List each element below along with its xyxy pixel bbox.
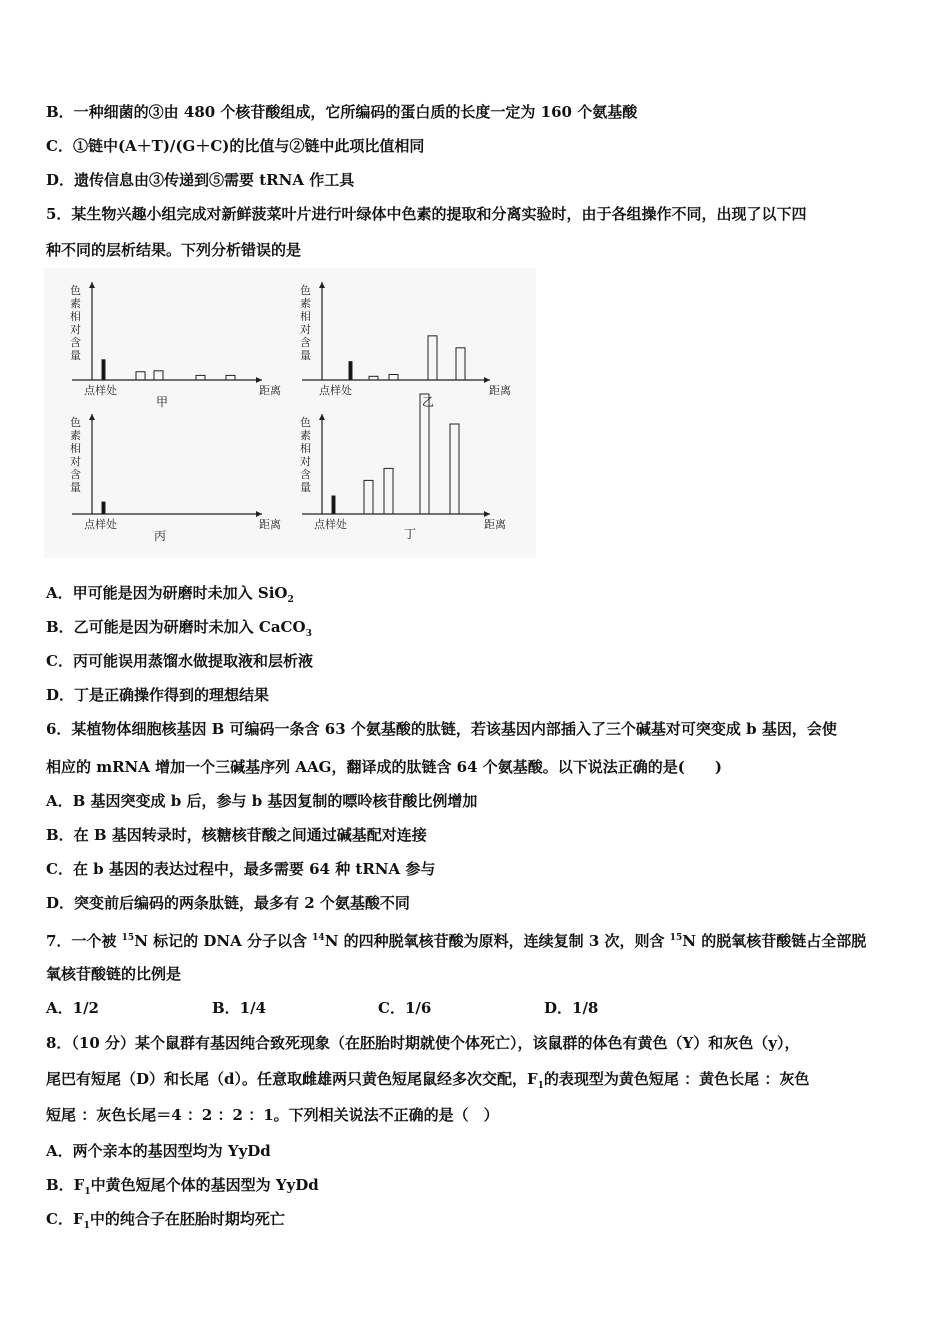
q7-option-c: C．1/6 (378, 999, 432, 1017)
x-label-end: 距离 (259, 518, 281, 531)
y-label-char: 相 (70, 442, 81, 455)
x-label-start: 点样处 (84, 518, 117, 531)
y-label-char: 相 (70, 310, 81, 323)
q6-stem-line-2: 相应的 mRNA 增加一个三碱基序列 AAG，翻译成的肽链含 64 个氨基酸。以下说法正确的是( ) (46, 758, 722, 776)
q8-option-a: A．两个亲本的基因型均为 YyDd (46, 1142, 271, 1160)
q5-option-c: C．丙可能误用蒸馏水做提取液和层析液 (46, 652, 313, 670)
y-label-char: 素 (70, 429, 81, 442)
q6-option-b: B．在 B 基因转录时，核糖核苷酸之间通过碱基配对连接 (46, 826, 427, 844)
q5-stem-line-1: 5．某生物兴趣小组完成对新鲜菠菜叶片进行叶绿体中色素的提取和分离实验时，由于各组操作不同，出现了以下四 (46, 205, 807, 223)
q7-stem-line-1: 7．一个被 $^{15}$N 标记的 DNA 分子以含 $^{14}$N 的四种脱氧核苷酸为原料，连续复制 3 次，则含 $^{15}$N 的脱氧核苷酸链占全部脱 (46, 932, 867, 950)
q7-option-a: A．1/2 (46, 999, 99, 1017)
q7-options (46, 998, 598, 1018)
panel-title: 丁 (404, 527, 417, 541)
x-label-start: 点样处 (314, 518, 347, 531)
q7-option-d: D．1/8 (544, 999, 599, 1017)
y-label-char: 量 (300, 349, 311, 362)
y-label-char: 对 (70, 323, 81, 336)
y-label-char: 对 (70, 455, 81, 468)
y-label-char: 量 (70, 481, 81, 494)
panel-title: 乙 (422, 395, 435, 409)
panel-title: 丙 (154, 529, 167, 543)
x-label-end: 距离 (484, 518, 506, 531)
x-label-end: 距离 (489, 384, 511, 397)
bar-1-1 (102, 360, 105, 380)
chromatography-charts (44, 268, 536, 558)
q4-option-b: B．一种细菌的③由 480 个核苷酸组成，它所编码的蛋白质的长度一定为 160 个氨基酸 (46, 103, 638, 121)
y-label-char: 色 (70, 284, 81, 297)
y-label-char: 对 (300, 455, 311, 468)
y-label-char: 素 (70, 297, 81, 310)
chromatography-figure (44, 268, 536, 558)
bar-4-1 (332, 496, 335, 514)
y-label-char: 含 (300, 468, 311, 481)
q6-option-c: C．在 b 基因的表达过程中，最多需要 64 种 tRNA 参与 (46, 860, 436, 878)
q7-stem-line-2: 氧核苷酸链的比例是 (46, 965, 182, 983)
q6-stem-line-1: 6．某植物体细胞核基因 B 可编码一条含 63 个氨基酸的肽链，若该基因内部插入了三个碱基对可突变成 b 基因，会使 (46, 720, 837, 738)
y-label-char: 色 (300, 416, 311, 429)
y-label-char: 含 (300, 336, 311, 349)
y-label-char: 素 (300, 297, 311, 310)
q8-stem-line-3: 短尾 ：灰色长尾＝4 ：2 ：2 ：1。下列相关说法不正确的是（ ） (46, 1106, 499, 1124)
q8-stem-line-2: 尾巴有短尾（D）和长尾（d）。任意取雌雄两只黄色短尾鼠经多次交配，$F_1$的表现型为黄色短尾 ：黄色长尾 ：灰色 (46, 1070, 810, 1091)
panel-title: 甲 (156, 395, 169, 409)
bar-2-1 (349, 362, 352, 380)
y-label-char: 含 (70, 336, 81, 349)
y-label-char: 量 (300, 481, 311, 494)
y-label-char: 色 (300, 284, 311, 297)
y-label-char: 素 (300, 429, 311, 442)
bar-3-1 (102, 502, 105, 514)
q4-option-d: D．遗传信息由③传递到⑤需要 tRNA 作工具 (46, 171, 355, 189)
q6-option-a: A．B 基因突变成 b 后，参与 b 基因复制的嘌呤核苷酸比例增加 (46, 792, 478, 810)
x-label-start: 点样处 (319, 384, 352, 397)
y-label-char: 对 (300, 323, 311, 336)
q7-option-b: B．1/4 (212, 999, 267, 1017)
x-label-start: 点样处 (84, 384, 117, 397)
q5-option-a: A．甲可能是因为研磨时未加入 SiO$_2$ (46, 584, 294, 605)
q8-option-c: C．$F_1$中的纯合子在胚胎时期均死亡 (46, 1210, 285, 1231)
q5-option-b: B．乙可能是因为研磨时未加入 CaCO$_3$ (46, 618, 312, 639)
q5-option-d: D．丁是正确操作得到的理想结果 (46, 686, 270, 704)
y-label-char: 量 (70, 349, 81, 362)
q6-option-d: D．突变前后编码的两条肽链，最多有 2 个氨基酸不同 (46, 894, 410, 912)
y-label-char: 相 (300, 442, 311, 455)
y-label-char: 相 (300, 310, 311, 323)
y-label-char: 色 (70, 416, 81, 429)
q4-option-c: C．①链中(A＋T)/(G＋C)的比值与②链中此项比值相同 (46, 137, 425, 155)
y-label-char: 含 (70, 468, 81, 481)
x-label-end: 距离 (259, 384, 281, 397)
q8-option-b: B．$F_1$中黄色短尾个体的基因型为 YyDd (46, 1176, 319, 1197)
q8-stem-line-1: 8．（10 分）某个鼠群有基因纯合致死现象（在胚胎时期就使个体死亡），该鼠群的体色有黄色（Y）和灰色（y）， (46, 1034, 800, 1052)
q5-stem-line-2: 种不同的层析结果。下列分析错误的是 (46, 241, 302, 259)
